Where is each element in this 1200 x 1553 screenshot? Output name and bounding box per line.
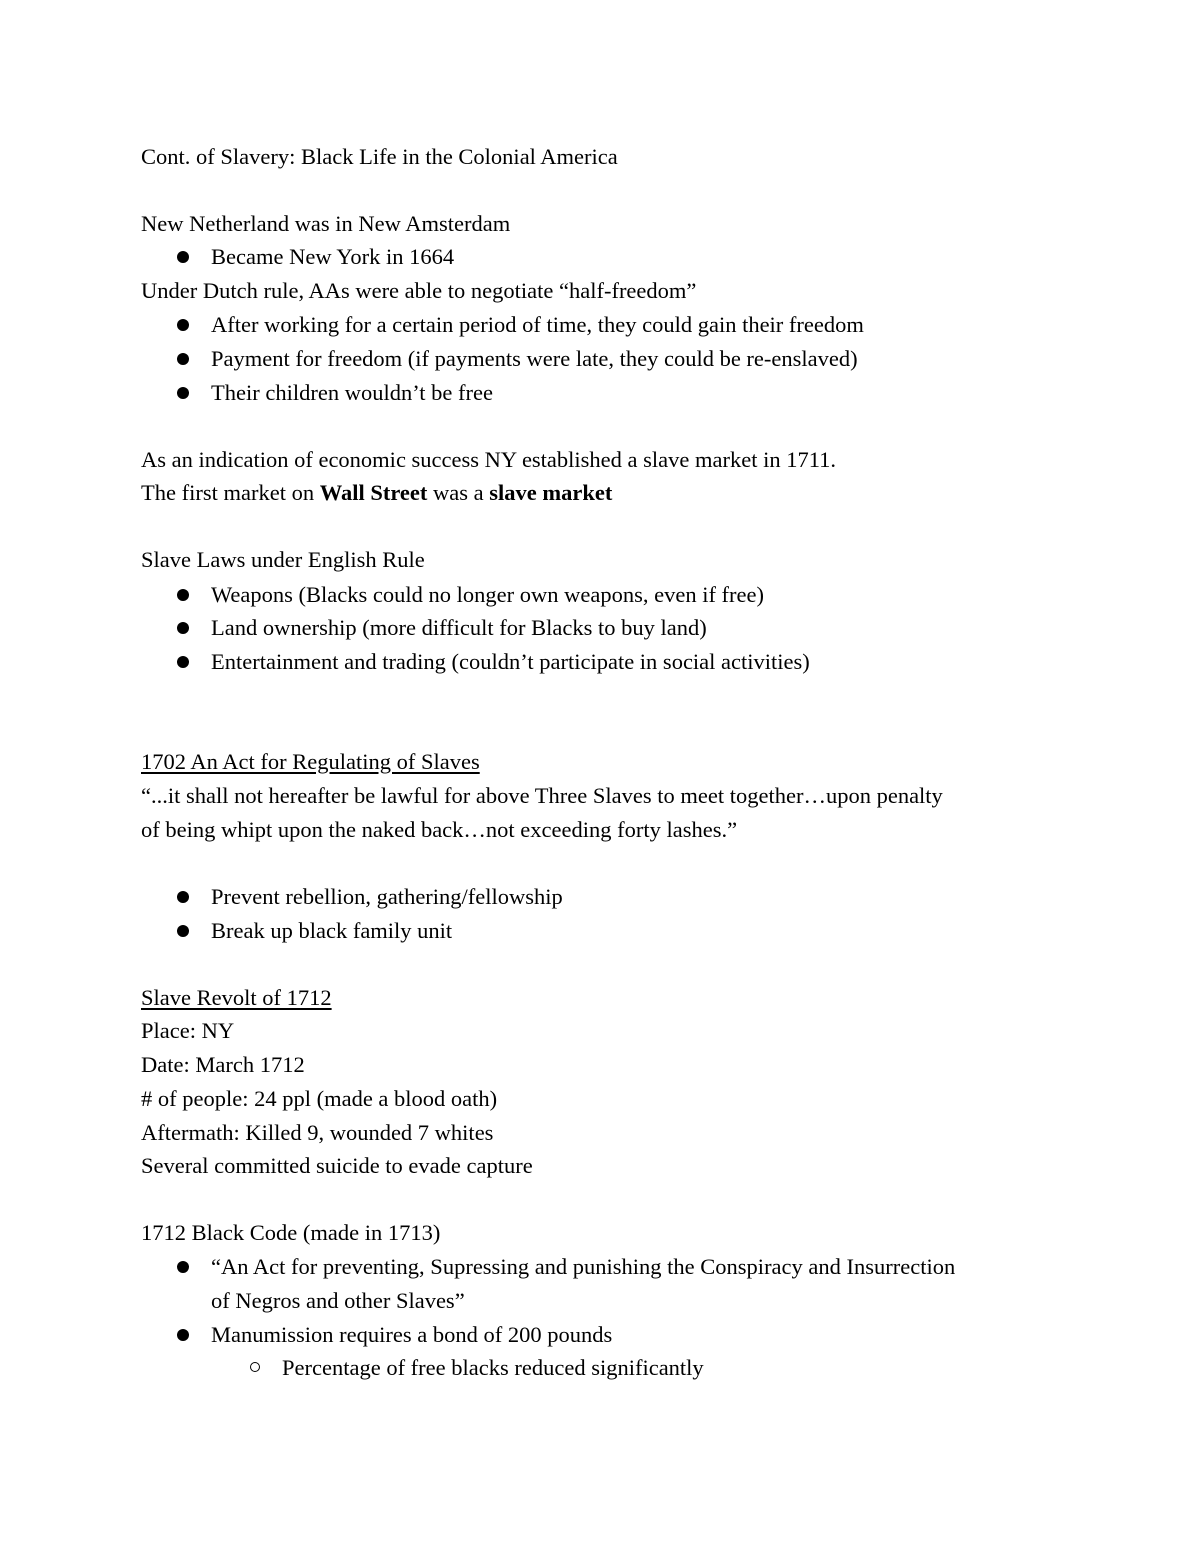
slave-market-bold: slave market — [489, 480, 613, 505]
list-item: Manumission requires a bond of 200 pounds — [211, 1322, 613, 1347]
list-item: Became New York in 1664 — [211, 244, 455, 269]
english-rule-heading: Slave Laws under English Rule — [141, 547, 425, 572]
list-item: Their children wouldn’t be free — [211, 380, 493, 405]
list-item: Weapons (Blacks could no longer own weapons, even if free) — [211, 582, 765, 607]
list-item-continuation: of Negros and other Slaves” — [211, 1288, 465, 1313]
bullet-icon — [177, 891, 189, 903]
list-item: Land ownership (more difficult for Blacks to buy land) — [211, 615, 707, 640]
bullet-icon — [177, 387, 189, 399]
list-item: After working for a certain period of time, they could gain their freedom — [211, 312, 864, 337]
bullet-icon — [177, 319, 189, 331]
wall-street-middle: was a — [427, 480, 490, 505]
list-item: Break up black family unit — [211, 918, 453, 943]
dutch-rule-heading: Under Dutch rule, AAs were able to negotiate “half-freedom” — [141, 278, 697, 303]
wall-street-prefix: The first market on — [141, 480, 320, 505]
revolt-place: Place: NY — [141, 1018, 235, 1043]
bullet-icon — [177, 589, 189, 601]
bullet-icon — [177, 1329, 189, 1341]
hollow-bullet-icon — [250, 1362, 260, 1372]
revolt-heading: Slave Revolt of 1712 — [141, 985, 332, 1010]
act-quote-line-2: of being whipt upon the naked back…not exceeding forty lashes.” — [141, 817, 738, 842]
list-item: Entertainment and trading (couldn’t participate in social activities) — [211, 649, 810, 674]
bullet-icon — [177, 251, 189, 263]
revolt-aftermath: Aftermath: Killed 9, wounded 7 whites — [141, 1120, 494, 1145]
list-item: Payment for freedom (if payments were late, they could be re-enslaved) — [211, 346, 858, 371]
revolt-people: # of people: 24 ppl (made a blood oath) — [141, 1086, 498, 1111]
revolt-suicide: Several committed suicide to evade capture — [141, 1153, 533, 1178]
bullet-icon — [177, 622, 189, 634]
list-item: Prevent rebellion, gathering/fellowship — [211, 884, 563, 909]
revolt-date: Date: March 1712 — [141, 1052, 305, 1077]
black-code-heading: 1712 Black Code (made in 1713) — [141, 1220, 441, 1245]
act-quote-line-1: “...it shall not hereafter be lawful for above Three Slaves to meet together…upon penalty — [141, 783, 943, 808]
act-1702-heading: 1702 An Act for Regulating of Slaves — [141, 749, 480, 774]
sub-list-item: Percentage of free blacks reduced significantly — [282, 1355, 704, 1380]
bullet-icon — [177, 656, 189, 668]
bullet-icon — [177, 925, 189, 937]
bullet-icon — [177, 1261, 189, 1273]
document-title: Cont. of Slavery: Black Life in the Colonial America — [141, 144, 618, 169]
slave-market-line: As an indication of economic success NY established a slave market in 1711. — [141, 447, 837, 472]
list-item: “An Act for preventing, Supressing and punishing the Conspiracy and Insurrection — [211, 1254, 956, 1279]
wall-street-bold: Wall Street — [319, 480, 428, 505]
wall-street-line — [141, 476, 612, 510]
new-netherland-heading: New Netherland was in New Amsterdam — [141, 211, 511, 236]
bullet-icon — [177, 353, 189, 365]
